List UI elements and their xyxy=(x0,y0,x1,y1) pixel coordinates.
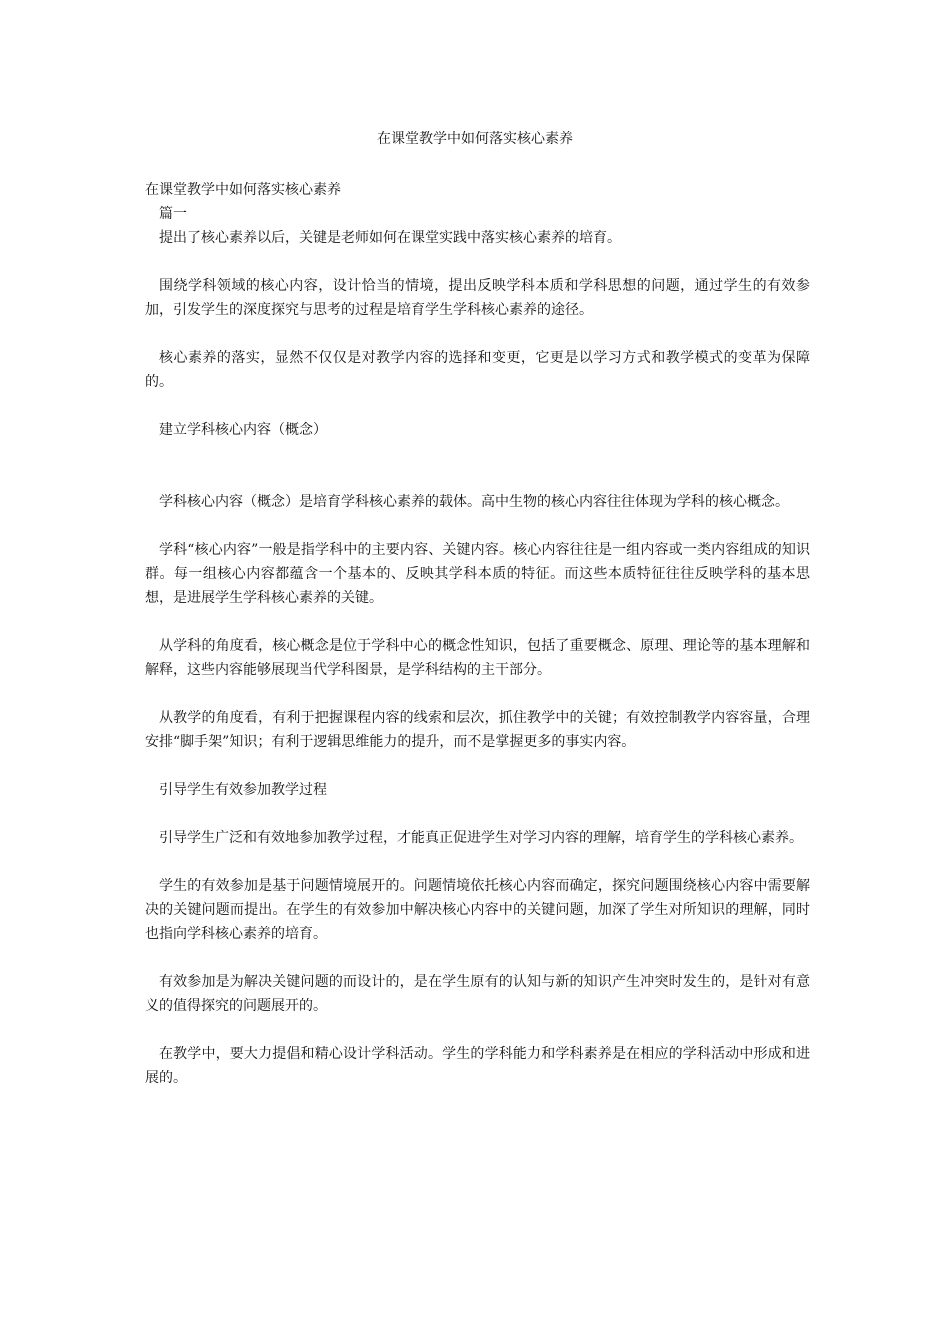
paragraph: 围绕学科领域的核心内容，设计恰当的情境，提出反映学科本质和学科思想的问题，通过学生的有效参加，引发学生的深度探究与思考的过程是培育学生学科核心素养的途径。 xyxy=(145,278,810,318)
document-heading: 在课堂教学中如何落实核心素养 xyxy=(145,182,341,198)
paragraph: 学生的有效参加是基于问题情境展开的。问题情境依托核心内容而确定，探究问题围绕核心内容中需要解决的关键问题而提出。在学生的有效参加中解决核心内容中的关键问题，加深了学生对所知识的理解，同时也指向学科核心素养的培育。 xyxy=(145,878,810,942)
section-heading: 引导学生有效参加教学过程 xyxy=(159,782,327,798)
paragraph: 在教学中，要大力提倡和精心设计学科活动。学生的学科能力和学科素养是在相应的学科活动中形成和进展的。 xyxy=(145,1046,810,1086)
document-title: 在课堂教学中如何落实核心素养 xyxy=(377,131,573,147)
paragraph: 从学科的角度看，核心概念是位于学科中心的概念性知识，包括了重要概念、原理、理论等的基本理解和解释，这些内容能够展现当代学科图景，是学科结构的主干部分。 xyxy=(145,638,810,678)
paragraph: 引导学生广泛和有效地参加教学过程，才能真正促进学生对学习内容的理解，培育学生的学科核心素养。 xyxy=(159,830,803,846)
section-heading: 建立学科核心内容（概念） xyxy=(159,422,327,438)
paragraph: 提出了核心素养以后，关键是老师如何在课堂实践中落实核心素养的培育。 xyxy=(159,230,621,246)
paragraph: 学科核心内容（概念）是培育学科核心素养的载体。高中生物的核心内容往往体现为学科的核心概念。 xyxy=(159,494,789,510)
paragraph: 学科“核心内容”一般是指学科中的主要内容、关键内容。核心内容往往是一组内容或一类内容组成的知识群。每一组核心内容都蕴含一个基本的、反映其学科本质的特征。而这些本质特征往往反映学科的基本思想，是进展学生学科核心素养的关键。 xyxy=(145,542,810,606)
section-label: 篇一 xyxy=(159,206,187,222)
document-body xyxy=(145,178,810,1090)
paragraph: 从教学的角度看，有利于把握课程内容的线索和层次，抓住教学中的关键；有效控制教学内容容量，合理安排“脚手架”知识；有利于逻辑思维能力的提升，而不是掌握更多的事实内容。 xyxy=(145,710,810,750)
paragraph: 核心素养的落实，显然不仅仅是对教学内容的选择和变更，它更是以学习方式和教学模式的变革为保障的。 xyxy=(145,350,810,390)
paragraph: 有效参加是为解决关键问题的而设计的，是在学生原有的认知与新的知识产生冲突时发生的，是针对有意义的值得探究的问题展开的。 xyxy=(145,974,810,1014)
